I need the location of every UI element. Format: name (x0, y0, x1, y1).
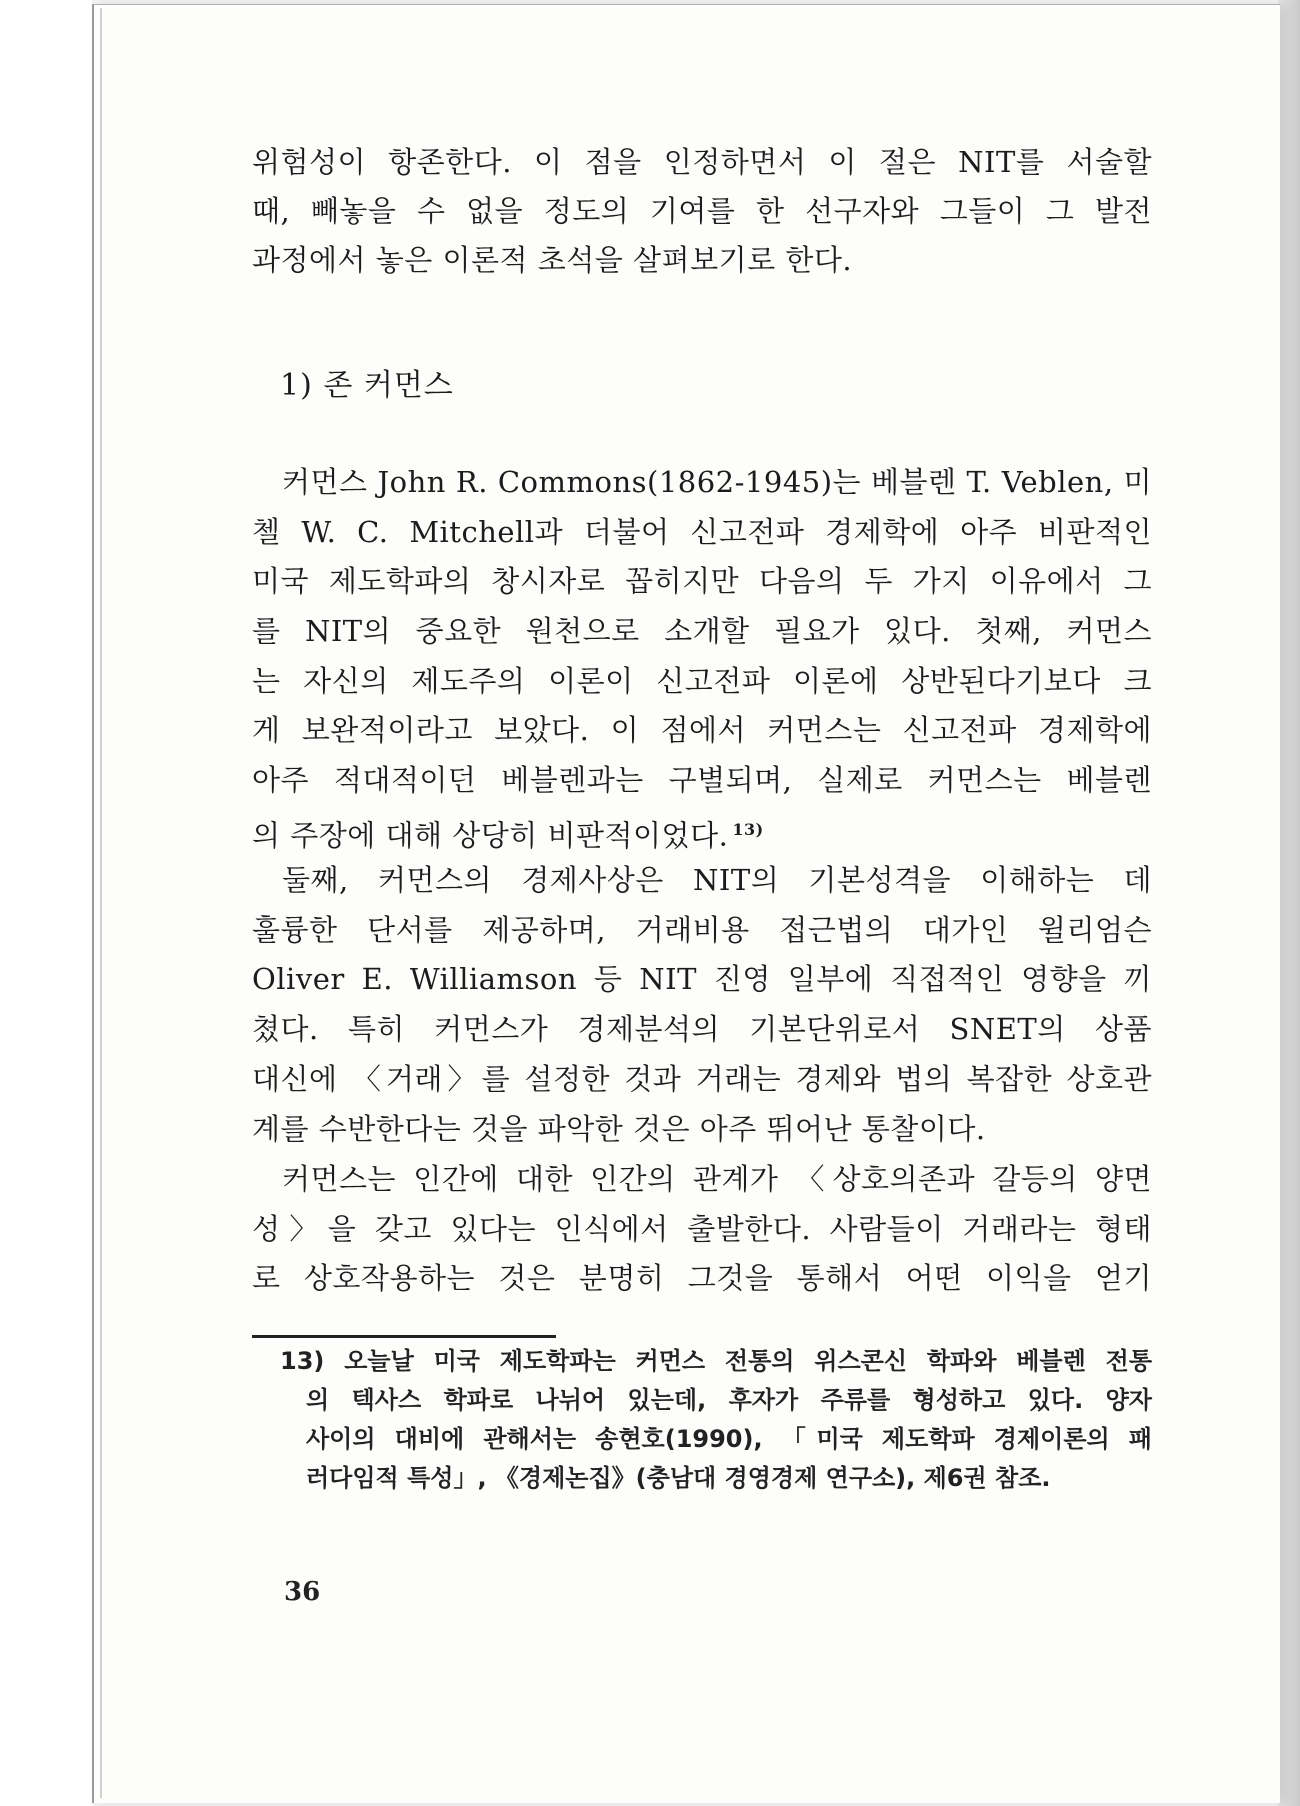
footnote-line: 의 텍사스 학파로 나뉘어 있는데, 후자가 주류를 형성하고 있다. 양자 (306, 1386, 1152, 1414)
body-line: 로 상호작용하는 것은 분명히 그것을 통해서 어떤 이익을 얻기 (252, 1261, 1152, 1295)
body-line: 게 보완적이라고 보았다. 이 점에서 커먼스는 신고전파 경제학에 (252, 713, 1152, 747)
footnote-reference: 13) (732, 820, 764, 839)
page-number: 36 (284, 1577, 321, 1607)
body-line-text: 의 주장에 대해 상당히 비판적이었다. (252, 818, 729, 853)
body-line: 계를 수반한다는 것을 파악한 것은 아주 뛰어난 통찰이다. (252, 1112, 986, 1146)
footnote-line: 사이의 대비에 관해서는 송현호(1990), 「미국 제도학파 경제이론의 패 (306, 1425, 1152, 1453)
body-line: 커먼스 John R. Commons(1862-1945)는 베블렌 T. Veblen, 미 (282, 465, 1152, 499)
footnote-line: 러다임적 특성」, 《경제논집》(충남대 경영경제 연구소), 제6권 참조. (306, 1464, 1051, 1492)
body-line (252, 810, 1152, 853)
body-line: 성〉을 갖고 있다는 인식에서 출발한다. 사람들이 거래라는 형태 (252, 1212, 1152, 1246)
body-line: 과정에서 놓은 이론적 초석을 살펴보기로 한다. (252, 243, 853, 277)
body-line: 를 NIT의 중요한 원천으로 소개할 필요가 있다. 첫째, 커먼스 (252, 614, 1152, 648)
footnote-line: 13) 오늘날 미국 제도학파는 커먼스 전통의 위스콘신 학파와 베블렌 전통 (280, 1347, 1152, 1375)
body-line: 둘째, 커먼스의 경제사상은 NIT의 기본성격을 이해하는 데 (282, 863, 1152, 897)
body-line: 는 자신의 제도주의 이론이 신고전파 이론에 상반된다기보다 크 (252, 664, 1152, 698)
body-line: 쳤다. 특히 커먼스가 경제분석의 기본단위로서 SNET의 상품 (252, 1012, 1152, 1046)
page-shadow (1278, 0, 1300, 1806)
footnote-divider (252, 1335, 556, 1338)
body-line: 첼 W. C. Mitchell과 더불어 신고전파 경제학에 아주 비판적인 (252, 515, 1152, 549)
body-line: 대신에 〈거래〉를 설정한 것과 거래는 경제와 법의 복잡한 상호관 (252, 1062, 1152, 1096)
body-line: 위험성이 항존한다. 이 점을 인정하면서 이 절은 NIT를 서술할 (252, 145, 1152, 179)
body-line: Oliver E. Williamson 등 NIT 진영 일부에 직접적인 영향을 끼 (252, 962, 1152, 996)
body-line: 훌륭한 단서를 제공하며, 거래비용 접근법의 대가인 윌리엄슨 (252, 913, 1152, 947)
body-line: 커먼스는 인간에 대한 인간의 관계가 〈상호의존과 갈등의 양면 (282, 1162, 1152, 1196)
body-line: 때, 빼놓을 수 없을 정도의 기여를 한 선구자와 그들이 그 발전 (252, 194, 1152, 228)
viewer-gutter (0, 0, 92, 1806)
section-heading: 1) 존 커먼스 (280, 368, 454, 403)
page-edge (100, 8, 102, 1798)
body-line: 미국 제도학파의 창시자로 꼽히지만 다음의 두 가지 이유에서 그 (252, 564, 1152, 598)
body-line: 아주 적대적이던 베블렌과는 구별되며, 실제로 커먼스는 베블렌 (252, 763, 1152, 797)
